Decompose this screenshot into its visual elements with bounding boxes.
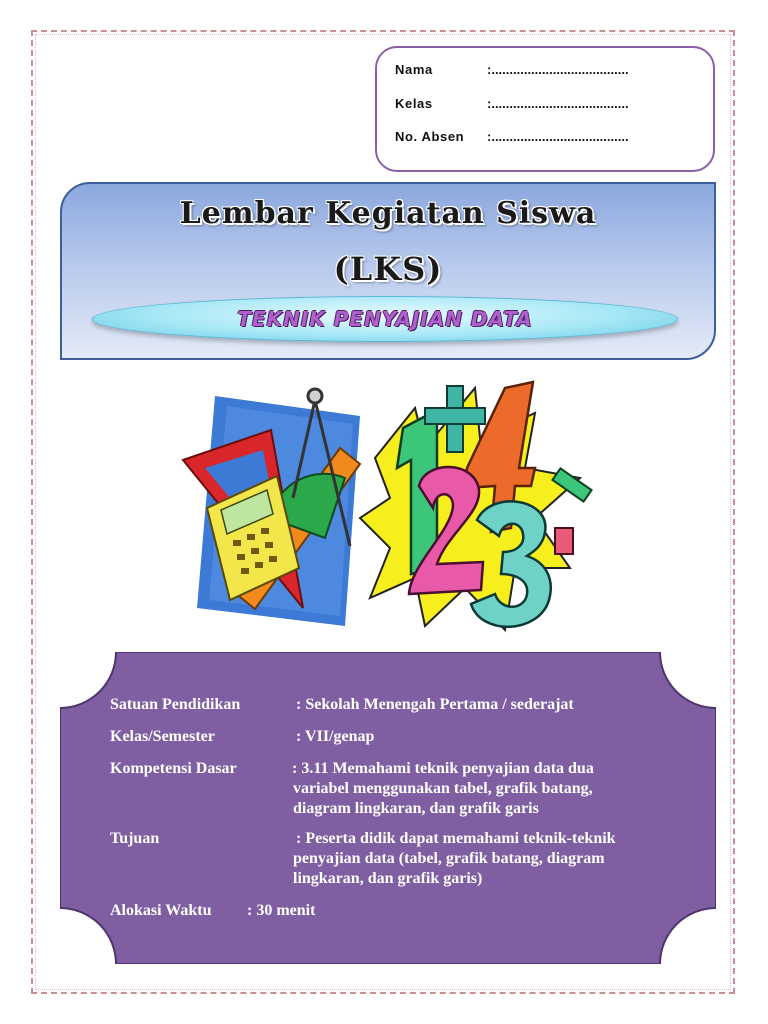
page-title-abbreviation: (LKS) [333, 250, 443, 288]
math-clipart [175, 368, 595, 643]
goal-value-line-3: lingkaran, dan grafik garis) [293, 870, 483, 887]
competency-value-line-3: diagram lingkaran, dan grafik garis [293, 800, 539, 817]
name-field[interactable] [395, 62, 629, 77]
subtitle-pill [92, 296, 678, 342]
name-label: Nama [395, 62, 433, 77]
title-banner [60, 182, 716, 360]
absence-number-blank[interactable]: :...................................... [487, 129, 629, 144]
class-blank[interactable]: :...................................... [487, 96, 629, 111]
competency-label: Kompetensi Dasar [110, 760, 237, 777]
page-subtitle: TEKNIK PENYAJIAN DATA [237, 307, 533, 331]
class-field[interactable] [395, 96, 629, 111]
school-level-value: : Sekolah Menengah Pertama / sederajat [296, 696, 574, 713]
identity-box [375, 46, 715, 172]
info-panel [60, 652, 716, 964]
time-allocation-label: Alokasi Waktu [110, 902, 212, 919]
name-blank[interactable]: :...................................... [487, 62, 629, 77]
class-label: Kelas [395, 96, 433, 111]
goal-value-line-1: : Peserta didik dapat memahami teknik-teknik [296, 830, 616, 847]
dot-icon [555, 528, 573, 554]
page-title: Lembar Kegiatan Siswa [179, 196, 597, 231]
class-semester-label: Kelas/Semester [110, 728, 215, 745]
goal-value-line-2: penyajian data (tabel, grafik batang, diagram [293, 850, 605, 867]
class-semester-value: : VII/genap [296, 728, 375, 745]
time-allocation-value: : 30 menit [247, 902, 316, 919]
school-level-label: Satuan Pendidikan [110, 696, 241, 713]
absence-number-field[interactable] [395, 129, 629, 144]
absence-number-label: No. Absen [395, 129, 465, 144]
competency-value-line-2: variabel menggunakan tabel, grafik batang, [293, 780, 593, 797]
goal-label: Tujuan [110, 830, 160, 847]
competency-value-line-1: : 3.11 Memahami teknik penyajian data dua [292, 760, 594, 777]
